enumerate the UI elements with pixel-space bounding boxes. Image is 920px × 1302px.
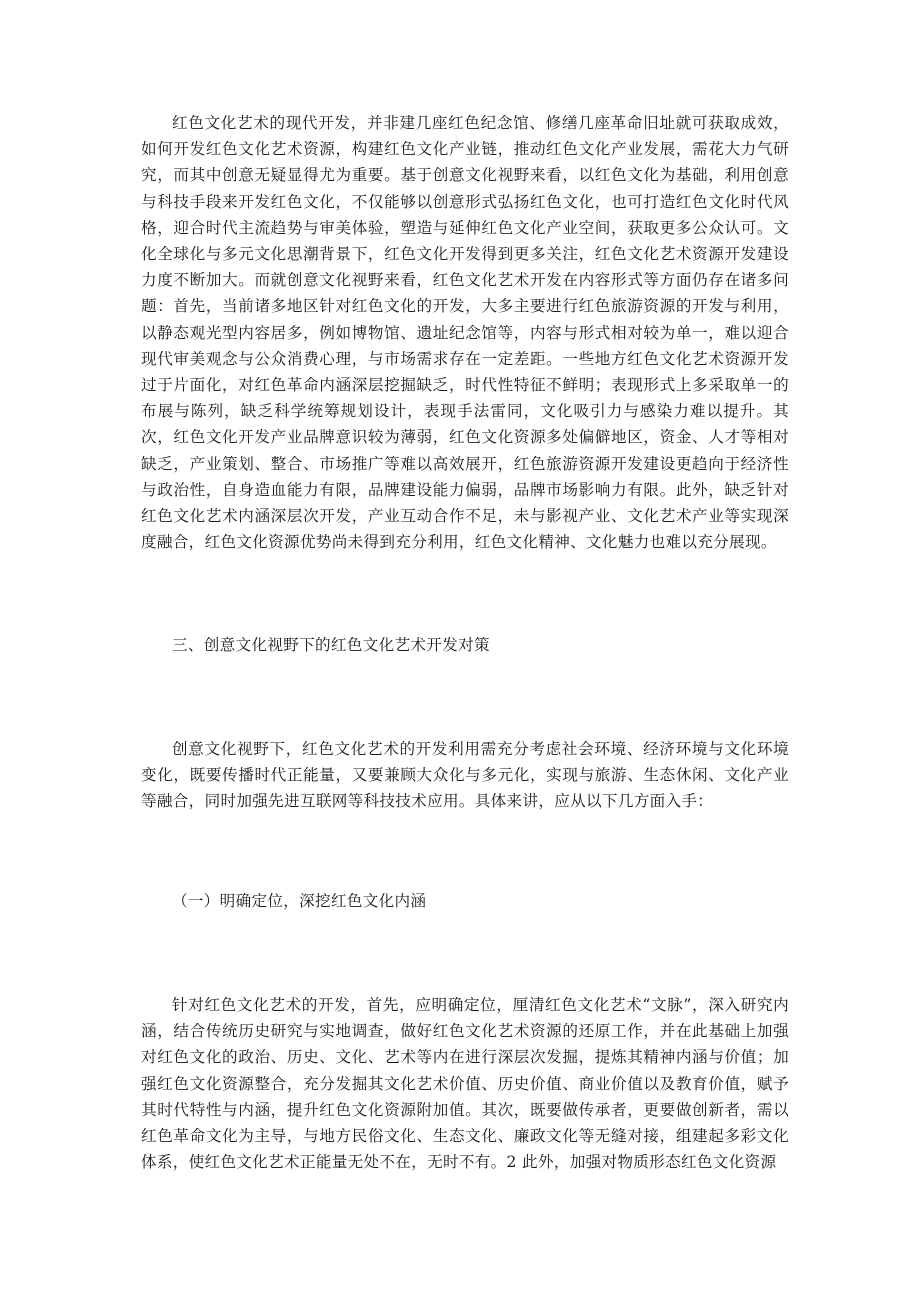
body-paragraph: 红色文化艺术的现代开发，并非建几座红色纪念馆、修缮几座革命旧址就可获取成效，如何开发红色文化艺术资源，构建红色文化产业链，推动红色文化产业发展，需花大力气研究，而其中创意无疑显得尤为重要。基于创意文化视野来看，以红色文化为基础，利用创意与科技手段来开发红色文化，不仅能够以创意形式弘扬红色文化，也可打造红色文化时代风格，迎合时代主流趋势与审美体验，塑造与延伸红色文化产业空间，获取更多公众认可。文化全球化与多元文化思潮背景下，红色文化开发得到更多关注，红色文化艺术资源开发建设力度不断加大。而就创意文化视野来看，红色文化艺术开发在内容形式等方面仍存在诸多问题：首先，当前诸多地区针对红色文化的开发，大多主要进行红色旅游资源的开发与利用，以静态观光型内容居多，例如博物馆、遗址纪念馆等，内容与形式相对较为单一，难以迎合现代审美观念与公众消费心理，与市场需求存在一定差距。一些地方红色文化艺术资源开发过于片面化，对红色革命内涵深层挖掘缺乏，时代性特征不鲜明；表现形式上多采取单一的布展与陈列，缺乏科学统筹规划设计，表现手法雷同，文化吸引力与感染力难以提升。其次，红色文化开发产业品牌意识较为薄弱，红色文化资源多处偏僻地区，资金、人才等相对缺乏，产业策划、整合、市场推广等难以高效展开，红色旅游资源开发建设更趋向于经济性与政治性，自身造血能力有限，品牌建设能力偏弱，品牌市场影响力有限。此外，缺乏针对红色文化艺术内涵深层次开发，产业互动合作不足，未与影视产业、文化艺术产业等实现深度融合，红色文化资源优势尚未得到充分利用，红色文化精神、文化魅力也难以充分展现。: [141, 114, 789, 552]
section-heading: 三、创意文化视野下的红色文化艺术开发对策: [172, 636, 490, 654]
body-paragraph: 创意文化视野下，红色文化艺术的开发利用需充分考虑社会环境、经济环境与文化环境变化，既要传播时代正能量，又要兼顾大众化与多元化，实现与旅游、生态休闲、文化产业等融合，同时加强先进互联网等科技技术应用。具体来讲，应从以下几方面入手：: [141, 740, 789, 811]
body-paragraph: 针对红色文化艺术的开发，首先，应明确定位，厘清红色文化艺术“文脉”，深入研究内涵，结合传统历史研究与实地调查，做好红色文化艺术资源的还原工作，并在此基础上加强对红色文化的政治、历史、文化、艺术等内在进行深层次发掘，提炼其精神内涵与价值；加强红色文化资源整合，充分发掘其文化艺术价值、历史价值、商业价值以及教育价值，赋予其时代特性与内涵，提升红色文化资源附加值。其次，既要做传承者，更要做创新者，需以红色革命文化为主导，与地方民俗文化、生态文化、廉政文化等无缝对接，组建起多彩文化体系，使红色文化艺术正能量无处不在，无时不有。2 此外，加强对物质形态红色文化资源: [141, 996, 789, 1172]
subsection-heading: （一）明确定位，深挖红色文化内涵: [172, 892, 427, 910]
